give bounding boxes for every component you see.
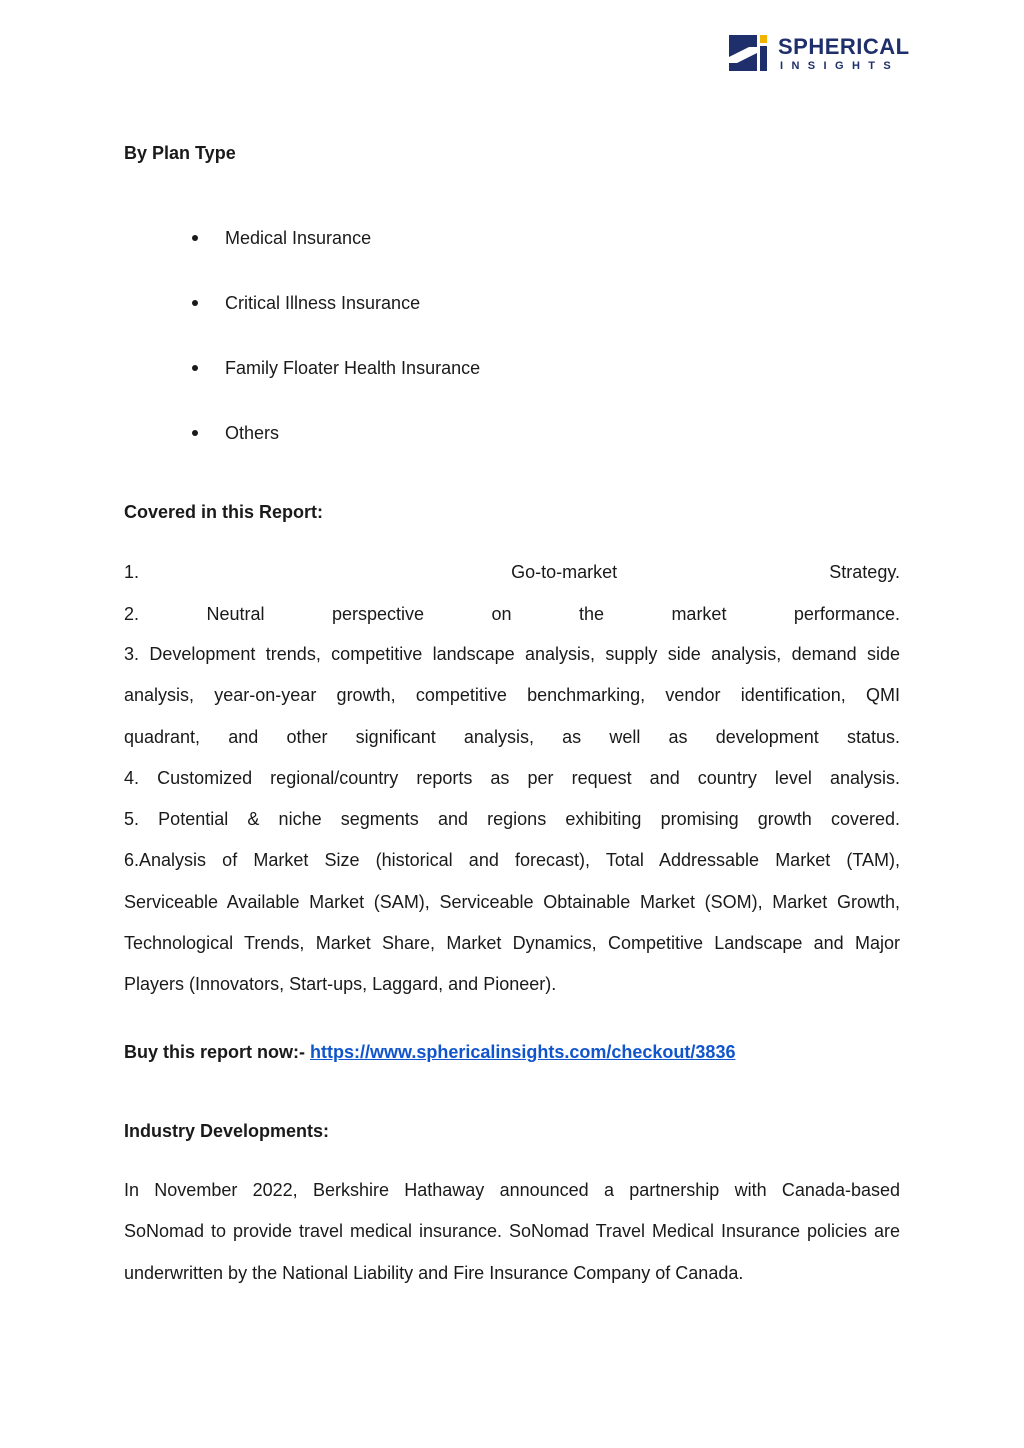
text-line: Technological Trends, Market Share, Market Dynamics, Competitive Landscape and Major [124,933,900,954]
text-line: 5. Potential & niche segments and regions exhibiting promising growth covered. [124,809,900,830]
plan-type-list [192,227,480,487]
bullet-icon [192,235,198,241]
text-line: analysis, year-on-year growth, competitive benchmarking, vendor identification, QMI [124,685,900,706]
bullet-icon [192,365,198,371]
buy-label: Buy this report now:- [124,1042,305,1062]
text-line: In November 2022, Berkshire Hathaway announced a partnership with Canada-based [124,1180,900,1200]
bullet-icon [192,300,198,306]
list-item: Others [192,422,480,487]
list-item: Family Floater Health Insurance [192,357,480,422]
covered-line-1: 1. Go-to-market Strategy. [124,562,900,582]
text-line: SoNomad to provide travel medical insurance. SoNomad Travel Medical Insurance policies are [124,1221,900,1242]
text-line: Players (Innovators, Start-ups, Laggard, and Pioneer). [124,974,557,995]
list-item: Medical Insurance [192,227,480,292]
logo-subtitle: INSIGHTS [780,60,900,72]
logo-name: SPHERICAL [778,34,910,59]
logo-mark-icon [729,35,769,71]
covered-heading: Covered in this Report: [124,502,324,522]
list-item: Critical Illness Insurance [192,292,480,357]
covered-line-2: 2. Neutral perspective on the market performance. [124,604,900,624]
industry-paragraph [124,1170,900,1294]
spherical-insights-logo [729,34,910,75]
text-line: underwritten by the National Liability and Fire Insurance Company of Canada. [124,1262,744,1283]
industry-heading: Industry Developments: [124,1121,330,1141]
text-line: 3. Development trends, competitive landscape analysis, supply side analysis, demand side [124,644,900,664]
text-line: 6.Analysis of Market Size (historical and forecast), Total Addressable Market (TAM), [124,850,900,871]
plan-type-heading: By Plan Type [124,143,236,163]
checkout-link[interactable]: https://www.sphericalinsights.com/checkout/3836 [310,1042,736,1062]
buy-report-line [124,1041,735,1063]
covered-paragraph [124,634,900,1006]
text-line: quadrant, and other significant analysis, as well as development status. [124,726,900,747]
text-line: Serviceable Available Market (SAM), Serviceable Obtainable Market (SOM), Market Growth, [124,891,900,912]
text-line: 4. Customized regional/country reports as per request and country level analysis. [124,767,900,788]
bullet-icon [192,430,198,436]
